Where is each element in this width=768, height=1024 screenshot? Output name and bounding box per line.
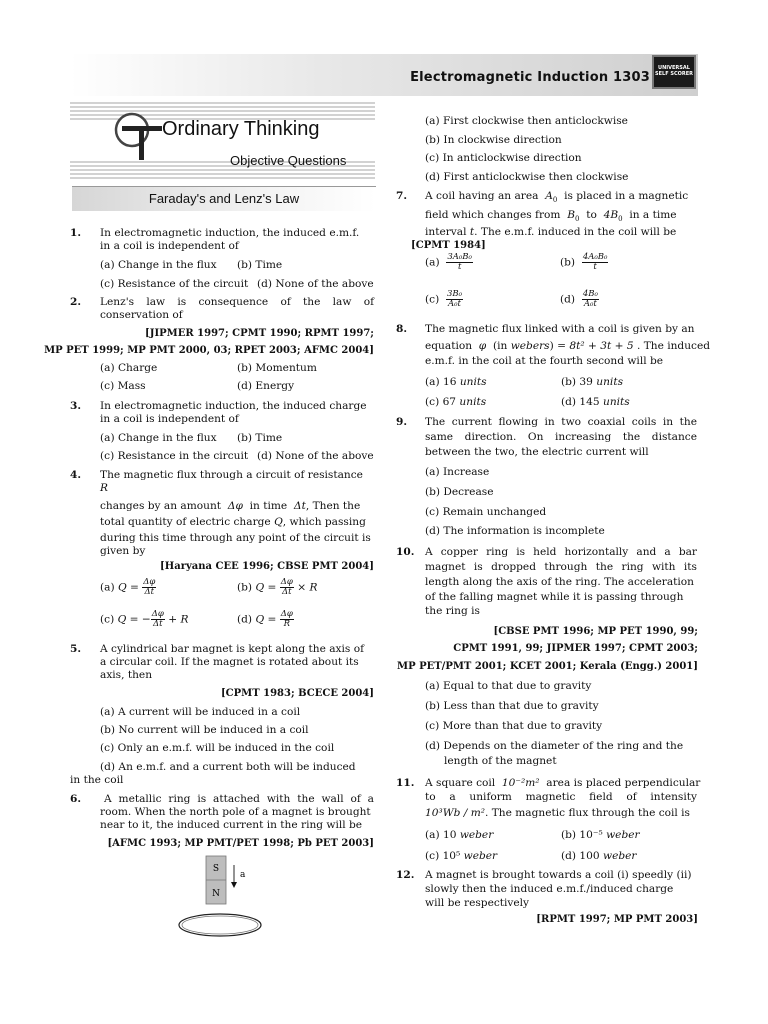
q3-option-b[interactable]: (b) Time bbox=[237, 432, 283, 444]
q8-line3: e.m.f. in the coil at the fourth second will be bbox=[425, 355, 664, 367]
q9-option-b[interactable]: (b) Decrease bbox=[425, 486, 494, 498]
q4-option-a[interactable]: (a) Q = $\frac{\Delta\varphi}{\Delta t}$ bbox=[100, 577, 156, 597]
q6-source: [AFMC 1993; MP PMT/PET 1998; Pb PET 2003] bbox=[107, 838, 374, 849]
q6-number: 6. bbox=[70, 793, 82, 805]
universal-self-scorer-logo bbox=[652, 55, 696, 89]
q11-option-d[interactable]: (d) 100 weber bbox=[561, 850, 637, 862]
page-header-title: Electromagnetic Induction 1303 bbox=[410, 70, 650, 85]
q10-line5: the ring is bbox=[425, 605, 480, 617]
q7-option-a[interactable]: (a) $\frac{\text{3A₀B₀}}{t}$ bbox=[425, 252, 472, 272]
q5-line1: A cylindrical bar magnet is kept along the axis of bbox=[100, 643, 365, 655]
q3-option-d[interactable]: (d) None of the above bbox=[257, 450, 374, 462]
q2-source-2: MP PET 1999; MP PMT 2000, 03; RPET 2003; AFMC 2004] bbox=[44, 345, 374, 356]
q2-line2: conservation of bbox=[100, 309, 183, 321]
q10-source-3: MP PET/PMT 2001; KCET 2001; Kerala (Engg.) 2001] bbox=[397, 661, 698, 672]
q4-line4: during this time through any point of the circuit is bbox=[100, 532, 371, 544]
ordinary-thinking-banner bbox=[70, 100, 375, 180]
q9-option-d[interactable]: (d) The information is incomplete bbox=[425, 525, 605, 537]
q10-option-a[interactable]: (a) Equal to that due to gravity bbox=[425, 680, 592, 692]
q4-line2: changes by an amount Δφ in time Δt, Then the bbox=[100, 500, 361, 512]
q4-option-c[interactable]: (c) Q = − $\frac{\Delta\varphi}{\Delta t}$ + R bbox=[100, 609, 189, 629]
q10-line4: of the falling magnet while it is passing through bbox=[425, 591, 684, 603]
q10-source-1: [CBSE PMT 1996; MP PET 1990, 99; bbox=[493, 626, 698, 637]
q9-option-c[interactable]: (c) Remain unchanged bbox=[425, 506, 547, 518]
q4-line3: total quantity of electric charge Q, which passing bbox=[100, 516, 366, 528]
q11-line3: 10³Wb / m². The magnetic flux through the coil is bbox=[425, 807, 690, 819]
q3-option-a[interactable]: (a) Change in the flux bbox=[100, 432, 217, 444]
q9-line1: The current flowing in two coaxial coils in the bbox=[425, 416, 697, 428]
q2-option-d[interactable]: (d) Energy bbox=[237, 380, 295, 392]
figure-north-label: N bbox=[212, 889, 220, 899]
q10-option-b[interactable]: (b) Less than that due to gravity bbox=[425, 700, 599, 712]
q9-number: 9. bbox=[396, 416, 408, 428]
figure-south-label: S bbox=[212, 864, 220, 874]
q11-line2: to a uniform magnetic field of intensity bbox=[425, 791, 697, 803]
q3-line1: In electromagnetic induction, the induced charge bbox=[100, 400, 367, 412]
q8-line1: The magnetic flux linked with a coil is given by an bbox=[425, 323, 695, 335]
q3-option-c[interactable]: (c) Resistance in the circuit bbox=[100, 450, 249, 462]
q2-line1: Lenz's law is consequence of the law of bbox=[100, 296, 374, 308]
q10-source-2: CPMT 1991, 99; JIPMER 1997; CPMT 2003; bbox=[453, 643, 698, 654]
q7-option-c[interactable]: (c) $\frac{\text{3B₀}}{\text{A₀t}}$ bbox=[425, 289, 463, 309]
q9-option-a[interactable]: (a) Increase bbox=[425, 466, 490, 478]
q3-line2: in a coil is independent of bbox=[100, 413, 239, 425]
q7-line1: A coil having an area $A_0$ is placed in a magnetic bbox=[425, 190, 689, 205]
q4-line5: given by bbox=[100, 545, 146, 557]
q4-source: [Haryana CEE 1996; CBSE PMT 2004] bbox=[160, 561, 374, 572]
q8-option-b[interactable]: (b) 39 units bbox=[561, 376, 624, 388]
q4-number: 4. bbox=[70, 469, 82, 481]
q11-option-b[interactable]: (b) 10⁻⁵ weber bbox=[561, 829, 640, 841]
q6-option-d[interactable]: (d) First anticlockwise then clockwise bbox=[425, 171, 629, 183]
q2-option-b[interactable]: (b) Momentum bbox=[237, 362, 317, 374]
q7-option-b[interactable]: (b) $\frac{\text{4A₀B₀}}{t}$ bbox=[560, 252, 608, 272]
q4-line1-symbol: R bbox=[100, 482, 108, 494]
q7-source: [CPMT 1984] bbox=[411, 240, 486, 251]
q10-line1: A copper ring is held horizontally and a bar bbox=[425, 546, 697, 558]
q12-source: [RPMT 1997; MP PMT 2003] bbox=[536, 914, 698, 925]
q11-option-a[interactable]: (a) 10 weber bbox=[425, 829, 494, 841]
q7-option-d[interactable]: (d) $\frac{\text{4B₀}}{\text{A₀t}}$ bbox=[560, 289, 598, 309]
q7-line3: interval t. The e.m.f. induced in the coil will be bbox=[425, 226, 677, 238]
q12-line2: slowly then the induced e.m.f./induced charge bbox=[425, 883, 674, 895]
q6-option-c[interactable]: (c) In anticlockwise direction bbox=[425, 152, 582, 164]
q5-option-b[interactable]: (b) No current will be induced in a coil bbox=[100, 724, 309, 736]
q2-source-1: [JIPMER 1997; CPMT 1990; RPMT 1997; bbox=[145, 328, 374, 339]
q6-line1: A metallic ring is attached with the wall of a bbox=[104, 793, 374, 805]
q4-option-b[interactable]: (b) Q = $\frac{\Delta\varphi}{\Delta t}$ × R bbox=[237, 577, 318, 597]
q10-option-d-cont: length of the magnet bbox=[444, 755, 557, 767]
q12-line1: A magnet is brought towards a coil (i) speedly (ii) bbox=[425, 869, 692, 881]
q5-number: 5. bbox=[70, 643, 82, 655]
q9-line2: same direction. On increasing the distance bbox=[425, 431, 697, 443]
q3-number: 3. bbox=[70, 400, 82, 412]
q8-number: 8. bbox=[396, 323, 408, 335]
q5-source: [CPMT 1983; BCECE 2004] bbox=[220, 688, 374, 699]
q12-line3: will be respectively bbox=[425, 897, 530, 909]
q11-number: 11. bbox=[396, 777, 415, 789]
q10-line3: length along the axis of the ring. The acceleration bbox=[425, 576, 694, 588]
q7-number: 7. bbox=[396, 190, 408, 202]
q1-option-d[interactable]: (d) None of the above bbox=[257, 278, 374, 290]
q2-option-a[interactable]: (a) Charge bbox=[100, 362, 158, 374]
q10-option-c[interactable]: (c) More than that due to gravity bbox=[425, 720, 603, 732]
q4-line1: The magnetic flux through a circuit of resistance bbox=[100, 469, 363, 481]
q8-line2: equation φ (in webers) = 8t² + 3t + 5 . The induced bbox=[425, 340, 711, 352]
q11-option-c[interactable]: (c) 10⁵ weber bbox=[425, 850, 498, 862]
q2-option-c[interactable]: (c) Mass bbox=[100, 380, 146, 392]
section-heading: Faraday's and Lenz's Law bbox=[72, 186, 376, 211]
q8-option-a[interactable]: (a) 16 units bbox=[425, 376, 487, 388]
q12-number: 12. bbox=[396, 869, 415, 881]
q1-line1: In electromagnetic induction, the induced e.m.f. bbox=[100, 227, 360, 239]
q1-option-a[interactable]: (a) Change in the flux bbox=[100, 259, 217, 271]
q5-option-d[interactable]: (d) An e.m.f. and a current both will be induced bbox=[100, 761, 356, 773]
q2-number: 2. bbox=[70, 296, 82, 308]
q1-number: 1. bbox=[70, 227, 82, 239]
q1-option-c[interactable]: (c) Resistance of the circuit bbox=[100, 278, 249, 290]
q9-line3: between the two, the electric current will bbox=[425, 446, 649, 458]
q10-line2: magnet is dropped through the ring with its bbox=[425, 561, 697, 573]
q6-line3: near to it, the induced current in the ring will be bbox=[100, 819, 363, 831]
banner-title: Ordinary Thinking bbox=[162, 118, 320, 140]
q4-option-d[interactable]: (d) Q = $\frac{\Delta\varphi}{R}$ bbox=[237, 609, 293, 629]
q5-option-d-cont: in the coil bbox=[70, 774, 124, 786]
q7-line2: field which changes from $B_0$ to $4B_0$ in a time bbox=[425, 209, 677, 224]
q5-option-c[interactable]: (c) Only an e.m.f. will be induced in the coil bbox=[100, 742, 335, 754]
q5-option-a[interactable]: (a) A current will be induced in a coil bbox=[100, 706, 301, 718]
q5-line2: a circular coil. If the magnet is rotated about its bbox=[100, 656, 359, 668]
figure-motion-label: a bbox=[240, 870, 246, 880]
q1-option-b[interactable]: (b) Time bbox=[237, 259, 283, 271]
badge-line-2: SELF SCORER bbox=[655, 71, 693, 77]
q1-line2: in a coil is independent of bbox=[100, 240, 239, 252]
q10-option-d[interactable]: (d) Depends on the diameter of the ring and the bbox=[425, 740, 684, 752]
q8-option-d[interactable]: (d) 145 units bbox=[561, 396, 630, 408]
q6-option-a[interactable]: (a) First clockwise then anticlockwise bbox=[425, 115, 628, 127]
q8-option-c[interactable]: (c) 67 units bbox=[425, 396, 487, 408]
q6-option-b[interactable]: (b) In clockwise direction bbox=[425, 134, 562, 146]
q6-magnet-ring-figure bbox=[176, 855, 270, 939]
banner-subtitle: Objective Questions bbox=[230, 153, 347, 168]
q5-line3: axis, then bbox=[100, 669, 153, 681]
q10-number: 10. bbox=[396, 546, 415, 558]
q11-line1: A square coil 10⁻²m² area is placed perpendicular bbox=[425, 777, 701, 789]
q6-line2: room. When the north pole of a magnet is brought bbox=[100, 806, 371, 818]
badge-line-1: UNIVERSAL bbox=[658, 65, 690, 71]
